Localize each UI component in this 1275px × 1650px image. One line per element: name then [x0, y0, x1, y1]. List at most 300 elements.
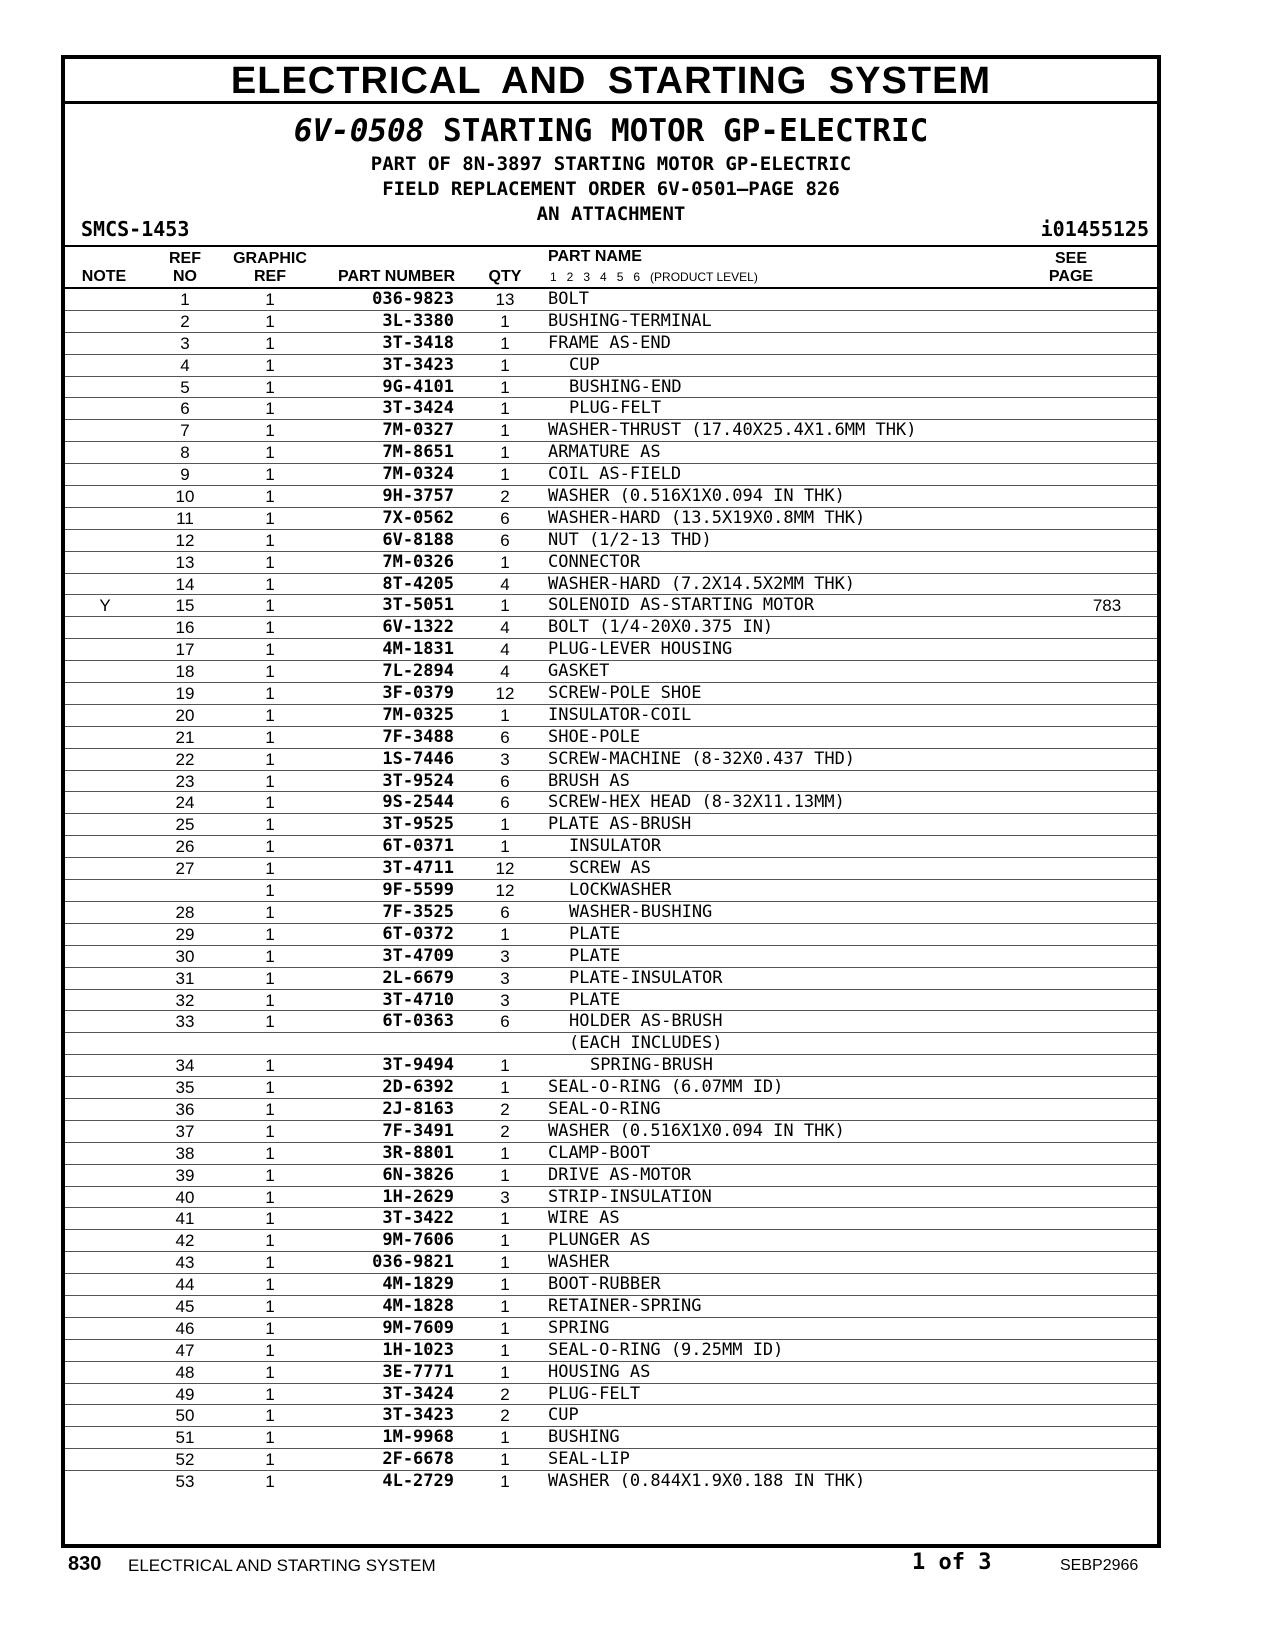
row-ref-no: 46	[175, 1318, 195, 1338]
row-graphic-ref: 1	[265, 1428, 275, 1448]
row-part-number: 6T-0371	[382, 836, 454, 857]
footer-page-number: 830	[68, 1553, 102, 1575]
row-ref-no: 40	[175, 1187, 195, 1207]
row-part-name: CLAMP-BOOT	[548, 1142, 651, 1163]
row-ref-no: 41	[175, 1209, 195, 1229]
row-ref-no: 12	[175, 530, 195, 550]
col-ref-top: REF	[169, 250, 201, 267]
table-row	[65, 1165, 1157, 1187]
row-see-page: 783	[1092, 596, 1122, 616]
row-part-name: RETAINER-SPRING	[548, 1295, 702, 1316]
row-part-number: 7X-0562	[382, 507, 454, 528]
parts-table-body	[65, 289, 1157, 1493]
row-graphic-ref: 1	[265, 1143, 275, 1163]
row-graphic-ref: 1	[265, 1231, 275, 1251]
row-graphic-ref: 1	[265, 1406, 275, 1426]
row-part-name: WASHER-HARD (13.5X19X0.8MM THK)	[548, 507, 866, 528]
row-qty: 1	[500, 399, 510, 419]
row-part-number: 036-9821	[372, 1252, 454, 1273]
row-ref-no: 29	[175, 924, 195, 944]
table-row	[65, 1099, 1157, 1121]
row-ref-no: 8	[180, 443, 190, 463]
row-part-name: SEAL-O-RING	[548, 1098, 661, 1119]
row-qty: 1	[500, 1340, 510, 1360]
row-ref-no: 38	[175, 1143, 195, 1163]
row-qty: 1	[500, 333, 510, 353]
table-row	[65, 661, 1157, 683]
part-of-line: PART OF 8N-3897 STARTING MOTOR GP-ELECTRIC	[370, 153, 852, 175]
row-ref-no: 25	[175, 815, 195, 835]
row-qty: 1	[500, 1231, 510, 1251]
row-qty: 3	[500, 968, 510, 988]
row-graphic-ref: 1	[265, 771, 275, 791]
row-ref-no: 3	[180, 333, 190, 353]
row-ref-no: 24	[175, 793, 195, 813]
row-part-name: DRIVE AS-MOTOR	[548, 1164, 692, 1185]
row-ref-no: 51	[175, 1428, 195, 1448]
row-part-name: PLATE	[569, 989, 621, 1010]
row-part-name: BUSHING	[548, 1427, 620, 1448]
group-name: STARTING MOTOR GP-ELECTRIC	[443, 113, 929, 149]
row-part-name: PLUG-FELT	[548, 1383, 641, 1404]
row-qty: 1	[500, 705, 510, 725]
row-qty: 6	[500, 727, 510, 747]
table-row	[65, 398, 1157, 420]
row-part-name: BOLT (1/4-20X0.375 IN)	[548, 617, 774, 638]
row-qty: 1	[500, 355, 510, 375]
table-row	[65, 1405, 1157, 1427]
row-part-name: WASHER (0.516X1X0.094 IN THK)	[548, 486, 845, 507]
row-ref-no: 22	[175, 749, 195, 769]
row-ref-no: 14	[175, 574, 195, 594]
row-part-name: PLATE	[569, 923, 621, 944]
row-part-name: SEAL-O-RING (6.07MM ID)	[548, 1077, 784, 1098]
row-part-name: CUP	[569, 354, 600, 375]
row-qty: 2	[500, 1406, 510, 1426]
col-qty: QTY	[488, 268, 522, 285]
row-qty: 6	[500, 530, 510, 550]
table-row	[65, 574, 1157, 596]
row-qty: 1	[500, 1209, 510, 1229]
row-part-name: INSULATOR	[569, 836, 662, 857]
row-graphic-ref: 1	[265, 1340, 275, 1360]
table-row	[65, 924, 1157, 946]
row-part-name: LOCKWASHER	[569, 880, 672, 901]
row-qty: 3	[500, 749, 510, 769]
row-graphic-ref: 1	[265, 1187, 275, 1207]
row-part-number: 4M-1831	[382, 639, 454, 660]
row-part-name: BOOT-RUBBER	[548, 1274, 661, 1295]
row-part-name: HOUSING AS	[548, 1361, 651, 1382]
row-part-name: WASHER-BUSHING	[569, 901, 713, 922]
table-row	[65, 333, 1157, 355]
footer-section: ELECTRICAL AND STARTING SYSTEM	[128, 1556, 436, 1575]
row-part-name: SEAL-O-RING (9.25MM ID)	[548, 1339, 784, 1360]
row-part-name: (EACH INCLUDES)	[569, 1033, 723, 1054]
table-row	[65, 771, 1157, 793]
row-part-name: BRUSH AS	[548, 770, 630, 791]
row-qty: 2	[500, 487, 510, 507]
row-graphic-ref: 1	[265, 1450, 275, 1470]
row-graphic-ref: 1	[265, 1318, 275, 1338]
row-part-number: 8T-4205	[382, 573, 454, 594]
row-part-number: 7M-0326	[382, 551, 454, 572]
row-ref-no: 11	[176, 508, 194, 528]
row-ref-no: 6	[180, 399, 190, 419]
row-graphic-ref: 1	[265, 1362, 275, 1382]
row-part-name: SCREW-POLE SHOE	[548, 683, 702, 704]
row-graphic-ref: 1	[265, 1275, 275, 1295]
table-row	[65, 1033, 1157, 1055]
parts-list-frame	[61, 55, 1161, 1548]
row-part-number: 7M-0324	[382, 464, 454, 485]
table-row	[65, 1318, 1157, 1340]
row-graphic-ref: 1	[265, 1056, 275, 1076]
section-title: ELECTRICAL AND STARTING SYSTEM	[65, 59, 1157, 104]
row-ref-no: 50	[175, 1406, 195, 1426]
row-qty: 4	[500, 662, 510, 682]
row-qty: 1	[500, 1318, 510, 1338]
row-graphic-ref: 1	[265, 1209, 275, 1229]
row-graphic-ref: 1	[265, 1253, 275, 1273]
table-row	[65, 508, 1157, 530]
row-graphic-ref: 1	[265, 1012, 275, 1032]
row-part-name: WASHER (0.516X1X0.094 IN THK)	[548, 1120, 845, 1141]
row-part-number: 3T-3422	[382, 1208, 454, 1229]
row-part-number: 3L-3380	[382, 310, 454, 331]
table-row	[65, 1208, 1157, 1230]
row-part-number: 9G-4101	[382, 376, 454, 397]
row-ref-no: 9	[180, 465, 190, 485]
row-qty: 1	[500, 465, 510, 485]
row-graphic-ref: 1	[265, 902, 275, 922]
row-graphic-ref: 1	[265, 793, 275, 813]
row-part-number: 7L-2894	[382, 661, 454, 682]
row-part-name: WASHER	[548, 1252, 610, 1273]
table-row	[65, 1471, 1157, 1493]
row-part-number: 2J-8163	[382, 1098, 454, 1119]
row-part-name: HOLDER AS-BRUSH	[569, 1011, 723, 1032]
row-part-name: WIRE AS	[548, 1208, 620, 1229]
row-qty: 6	[500, 902, 510, 922]
row-part-number: 036-9823	[372, 289, 454, 309]
table-row	[65, 420, 1157, 442]
row-graphic-ref: 1	[265, 530, 275, 550]
row-graphic-ref: 1	[265, 508, 275, 528]
row-ref-no: 2	[180, 311, 190, 331]
row-qty: 4	[500, 640, 510, 660]
row-qty: 2	[500, 1099, 510, 1119]
row-part-number: 2F-6678	[382, 1449, 454, 1470]
table-row	[65, 1230, 1157, 1252]
row-part-number: 6V-8188	[382, 529, 454, 550]
row-qty: 6	[500, 793, 510, 813]
row-graphic-ref: 1	[265, 596, 275, 616]
table-row	[65, 902, 1157, 924]
row-ref-no: 35	[175, 1078, 195, 1098]
row-part-number: 7F-3491	[382, 1120, 454, 1141]
row-ref-no: 52	[175, 1450, 195, 1470]
row-part-name: SHOE-POLE	[548, 726, 641, 747]
row-ref-no: 23	[175, 771, 195, 791]
row-ref-no: 13	[175, 552, 195, 572]
row-qty: 1	[500, 837, 510, 857]
table-row	[65, 1143, 1157, 1165]
row-part-number: 3T-9494	[382, 1055, 454, 1076]
row-ref-no: 16	[175, 618, 195, 638]
row-ref-no: 27	[175, 859, 195, 879]
row-part-name: NUT (1/2-13 THD)	[548, 529, 712, 550]
row-part-number: 7F-3525	[382, 901, 454, 922]
row-part-number: 1M-9968	[382, 1427, 454, 1448]
row-part-number: 3T-4711	[382, 858, 454, 879]
row-graphic-ref: 1	[265, 881, 275, 901]
row-graphic-ref: 1	[265, 1384, 275, 1404]
row-graphic-ref: 1	[265, 443, 275, 463]
table-row	[65, 792, 1157, 814]
row-part-number: 3T-3424	[382, 398, 454, 419]
row-graphic-ref: 1	[265, 574, 275, 594]
row-ref-no: 4	[180, 355, 190, 375]
row-qty: 1	[500, 1472, 510, 1492]
row-qty: 4	[500, 574, 510, 594]
row-ref-no: 15	[175, 596, 195, 616]
row-qty: 1	[500, 443, 510, 463]
row-ref-no: 28	[175, 902, 195, 922]
row-part-number: 6T-0363	[382, 1011, 454, 1032]
table-row	[65, 442, 1157, 464]
table-row	[65, 1340, 1157, 1362]
row-graphic-ref: 1	[265, 815, 275, 835]
row-ref-no: 32	[175, 990, 195, 1010]
row-part-name: PLATE	[569, 945, 621, 966]
row-ref-no: 19	[175, 684, 195, 704]
row-graphic-ref: 1	[265, 705, 275, 725]
row-part-number: 2L-6679	[382, 967, 454, 988]
row-part-number: 7M-0327	[382, 420, 454, 441]
row-qty: 1	[500, 1450, 510, 1470]
row-part-name: PLATE-INSULATOR	[569, 967, 723, 988]
row-qty: 3	[500, 990, 510, 1010]
row-qty: 1	[500, 815, 510, 835]
row-ref-no: 7	[180, 421, 190, 441]
col-ref-bottom: NO	[173, 268, 197, 285]
row-ref-no: 21	[175, 727, 195, 747]
row-part-name: BOLT	[548, 289, 589, 309]
row-graphic-ref: 1	[265, 924, 275, 944]
col-graphic-top: GRAPHIC	[233, 250, 307, 267]
row-graphic-ref: 1	[265, 1099, 275, 1119]
row-qty: 1	[500, 377, 510, 397]
col-note: NOTE	[81, 268, 127, 285]
row-qty: 1	[500, 1165, 510, 1185]
row-ref-no: 33	[175, 1012, 195, 1032]
table-row	[65, 1055, 1157, 1077]
row-graphic-ref: 1	[265, 1078, 275, 1098]
row-qty: 1	[500, 1428, 510, 1448]
row-qty: 1	[500, 1143, 510, 1163]
column-header	[65, 247, 1157, 289]
table-row	[65, 1252, 1157, 1274]
table-row	[65, 1274, 1157, 1296]
row-part-name: COIL AS-FIELD	[548, 464, 682, 485]
row-note: Y	[99, 596, 111, 616]
table-row	[65, 1362, 1157, 1384]
table-row	[65, 311, 1157, 333]
row-qty: 1	[500, 1362, 510, 1382]
row-ref-no: 18	[175, 662, 195, 682]
row-part-number: 3T-4710	[382, 989, 454, 1010]
row-ref-no: 10	[175, 487, 195, 507]
row-ref-no: 42	[175, 1231, 195, 1251]
row-part-name: INSULATOR-COIL	[548, 704, 692, 725]
table-row	[65, 749, 1157, 771]
row-part-name: SCREW-MACHINE (8-32X0.437 THD)	[548, 748, 856, 769]
row-part-number: 1H-1023	[382, 1339, 454, 1360]
table-row	[65, 705, 1157, 727]
row-part-number: 4M-1829	[382, 1274, 454, 1295]
row-graphic-ref: 1	[265, 311, 275, 331]
row-ref-no: 36	[175, 1099, 195, 1119]
table-row	[65, 1187, 1157, 1209]
row-part-number: 6T-0372	[382, 923, 454, 944]
table-row	[65, 1011, 1157, 1033]
table-row	[65, 377, 1157, 399]
row-part-number: 9F-5599	[382, 880, 454, 901]
table-row	[65, 727, 1157, 749]
row-part-name: PLATE AS-BRUSH	[548, 814, 692, 835]
row-graphic-ref: 1	[265, 1165, 275, 1185]
row-part-number: 6V-1322	[382, 617, 454, 638]
group-header	[65, 104, 1157, 247]
row-ref-no: 31	[175, 968, 195, 988]
table-row	[65, 355, 1157, 377]
row-part-name: BUSHING-END	[569, 376, 682, 397]
row-part-number: 7F-3488	[382, 726, 454, 747]
row-part-number: 3T-3423	[382, 1405, 454, 1426]
table-row	[65, 1449, 1157, 1471]
table-row	[65, 968, 1157, 990]
row-part-number: 4L-2729	[382, 1471, 454, 1492]
row-part-name: SOLENOID AS-STARTING MOTOR	[548, 595, 815, 616]
row-part-name: STRIP-INSULATION	[548, 1186, 712, 1207]
row-qty: 6	[500, 771, 510, 791]
footer-sheet: 1 of 3	[912, 1550, 992, 1575]
row-part-name: GASKET	[548, 661, 610, 682]
row-graphic-ref: 1	[265, 1296, 275, 1316]
table-row	[65, 880, 1157, 902]
attachment-line: AN ATTACHMENT	[536, 203, 686, 225]
table-row	[65, 486, 1157, 508]
row-part-name: SEAL-LIP	[548, 1449, 630, 1470]
row-qty: 1	[500, 1275, 510, 1295]
row-part-number: 3T-3418	[382, 332, 454, 353]
row-ref-no: 30	[175, 946, 195, 966]
table-row	[65, 946, 1157, 968]
row-part-number: 7M-8651	[382, 442, 454, 463]
row-qty: 3	[500, 946, 510, 966]
row-part-number: 9H-3757	[382, 486, 454, 507]
row-part-name: BUSHING-TERMINAL	[548, 310, 712, 331]
row-graphic-ref: 1	[265, 333, 275, 353]
row-part-name: PLUG-LEVER HOUSING	[548, 639, 733, 660]
row-qty: 13	[495, 290, 515, 309]
row-part-number: 3R-8801	[382, 1142, 454, 1163]
row-ref-no: 47	[175, 1340, 195, 1360]
row-part-name: CONNECTOR	[548, 551, 641, 572]
row-graphic-ref: 1	[265, 662, 275, 682]
row-part-number: 3T-5051	[382, 595, 454, 616]
row-part-number: 3T-3423	[382, 354, 454, 375]
row-ref-no: 37	[175, 1121, 195, 1141]
table-row	[65, 1384, 1157, 1406]
row-graphic-ref: 1	[265, 421, 275, 441]
footer-doc-id: SEBP2966	[1060, 1557, 1139, 1574]
table-row	[65, 836, 1157, 858]
row-graphic-ref: 1	[265, 727, 275, 747]
row-graphic-ref: 1	[265, 355, 275, 375]
row-part-number: 3T-4709	[382, 945, 454, 966]
row-qty: 2	[500, 1384, 510, 1404]
table-row	[65, 683, 1157, 705]
row-part-number: 9M-7606	[382, 1230, 454, 1251]
row-qty: 3	[500, 1187, 510, 1207]
row-part-name: WASHER-THRUST (17.40X25.4X1.6MM THK)	[548, 420, 917, 441]
row-part-name: SPRING-BRUSH	[590, 1055, 713, 1076]
row-graphic-ref: 1	[265, 749, 275, 769]
row-part-number: 7M-0325	[382, 704, 454, 725]
row-part-name: FRAME AS-END	[548, 332, 671, 353]
row-graphic-ref: 1	[265, 968, 275, 988]
row-part-name: WASHER (0.844X1.9X0.188 IN THK)	[548, 1471, 866, 1492]
row-ref-no: 17	[175, 640, 195, 660]
row-part-number: 1S-7446	[382, 748, 454, 769]
row-qty: 1	[500, 552, 510, 572]
row-part-name: CUP	[548, 1405, 579, 1426]
row-part-name: PLUG-FELT	[569, 398, 662, 419]
row-graphic-ref: 1	[265, 990, 275, 1010]
row-graphic-ref: 1	[265, 618, 275, 638]
table-row	[65, 595, 1157, 617]
row-graphic-ref: 1	[265, 1121, 275, 1141]
row-part-number: 6N-3826	[382, 1164, 454, 1185]
row-part-number: 4M-1828	[382, 1295, 454, 1316]
table-row	[65, 552, 1157, 574]
row-ref-no: 48	[175, 1362, 195, 1382]
row-ref-no: 43	[175, 1253, 195, 1273]
table-row	[65, 814, 1157, 836]
row-part-number: 3T-3424	[382, 1383, 454, 1404]
group-number: 6V-0508	[293, 113, 425, 149]
table-row	[65, 990, 1157, 1012]
row-part-number: 3T-9524	[382, 770, 454, 791]
illustration-id: i01455125	[1040, 217, 1149, 241]
row-ref-no: 34	[175, 1056, 195, 1076]
row-qty: 6	[500, 1012, 510, 1032]
row-qty: 12	[495, 684, 515, 704]
group-title	[65, 104, 1157, 152]
row-part-number: 3E-7771	[382, 1361, 454, 1382]
row-ref-no: 5	[180, 377, 190, 397]
row-part-number: 3T-9525	[382, 814, 454, 835]
row-part-name: PLUNGER AS	[548, 1230, 651, 1251]
row-graphic-ref: 1	[265, 399, 275, 419]
field-replacement-line: FIELD REPLACEMENT ORDER 6V-0501—PAGE 826	[382, 178, 840, 200]
table-row	[65, 617, 1157, 639]
row-part-name: SCREW-HEX HEAD (8-32X11.13MM)	[548, 792, 845, 813]
row-qty: 6	[500, 508, 510, 528]
row-part-name: SCREW AS	[569, 858, 651, 879]
